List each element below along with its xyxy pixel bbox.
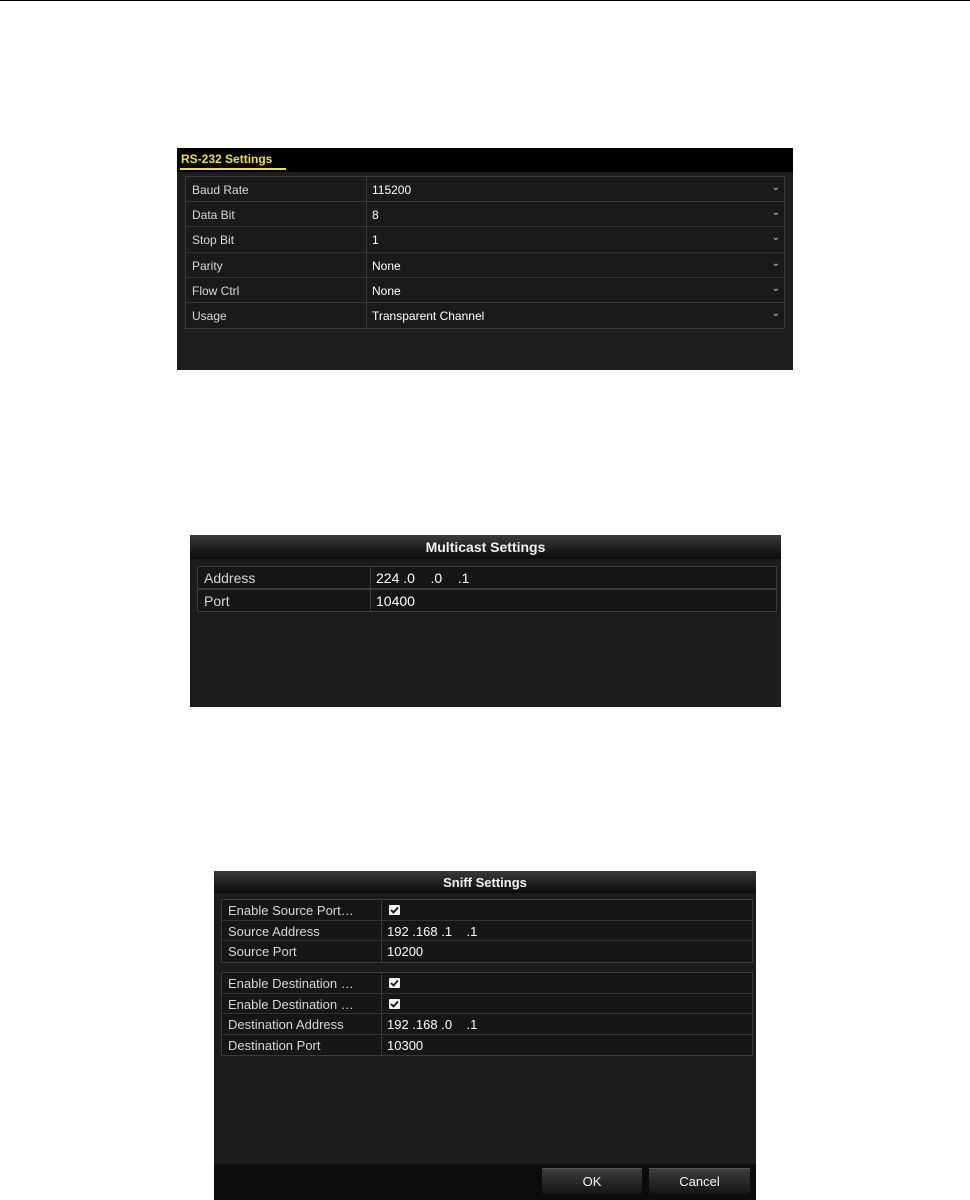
address-label: Address — [204, 570, 256, 586]
enable-destination-label: Enable Destination … — [228, 996, 354, 1012]
sniff-row-enable-destination-2 — [222, 994, 752, 1015]
multicast-title-bar — [190, 535, 781, 559]
enable-destination-checkbox[interactable] — [389, 978, 400, 988]
rs232-settings-panel — [177, 148, 793, 370]
parity-value: None — [372, 258, 401, 273]
rs232-settings-table — [185, 176, 785, 329]
multicast-settings-dialog — [190, 535, 781, 707]
chevron-down-icon: ⌄ — [771, 282, 780, 294]
sniff-row-enable-source-port — [222, 900, 752, 921]
baud-rate-value: 115200 — [372, 183, 412, 197]
chevron-down-icon: ⌄ — [771, 182, 780, 193]
baud-rate-select[interactable] — [366, 177, 784, 201]
port-input[interactable] — [370, 590, 776, 611]
enable-source-port-cell — [381, 900, 752, 920]
cancel-button[interactable]: Cancel — [649, 1168, 750, 1194]
sniff-row-source-port — [222, 941, 752, 962]
source-port-input[interactable] — [381, 941, 752, 962]
multicast-title: Multicast Settings — [425, 539, 546, 555]
destination-port-input[interactable] — [381, 1035, 752, 1056]
sniff-row-destination-port — [222, 1035, 752, 1056]
rs232-row-parity — [186, 253, 784, 278]
source-port-value: 10200 — [387, 944, 424, 960]
rs232-row-data-bit — [186, 202, 784, 227]
checkmark-icon — [390, 979, 399, 987]
enable-destination-cell — [381, 994, 752, 1014]
data-bit-select[interactable] — [366, 202, 784, 226]
rs232-tab-underline — [180, 168, 286, 170]
baud-rate-label: Baud Rate — [192, 183, 249, 197]
multicast-row-port — [197, 589, 777, 612]
source-address-ip-field[interactable] — [381, 921, 752, 941]
sniff-button-bar — [214, 1164, 756, 1200]
port-label: Port — [204, 593, 230, 609]
rs232-row-flow-ctrl — [186, 278, 784, 303]
enable-destination-label: Enable Destination … — [228, 976, 354, 991]
address-ip-field[interactable] — [370, 567, 776, 588]
sniff-title: Sniff Settings — [443, 875, 527, 890]
flow-ctrl-label: Flow Ctrl — [192, 283, 240, 298]
chevron-down-icon: ⌄ — [771, 257, 780, 269]
checkmark-icon — [390, 1000, 399, 1008]
source-address-value: 192 .168 .1 .1 — [387, 923, 478, 939]
sniff-row-enable-destination-1 — [222, 973, 752, 994]
port-value: 10400 — [376, 593, 415, 609]
flow-ctrl-select[interactable] — [366, 278, 784, 302]
usage-select[interactable] — [366, 303, 784, 328]
sniff-row-destination-address — [222, 1014, 752, 1035]
rs232-row-baud-rate — [186, 177, 784, 202]
stop-bit-value: 1 — [372, 233, 379, 248]
address-value: 224 .0 .0 .1 — [376, 570, 470, 586]
sniff-source-group — [221, 899, 753, 963]
rs232-row-usage — [186, 303, 784, 328]
source-port-label: Source Port — [228, 944, 297, 960]
rs232-row-stop-bit — [186, 227, 784, 252]
destination-address-value: 192 .168 .0 .1 — [387, 1017, 478, 1033]
parity-select[interactable] — [366, 253, 784, 277]
chevron-down-icon: ⌄ — [771, 207, 780, 219]
ok-button[interactable]: OK — [542, 1168, 642, 1194]
usage-value: Transparent Channel — [372, 308, 485, 323]
chevron-down-icon: ⌄ — [771, 232, 780, 244]
sniff-settings-dialog — [214, 871, 756, 1200]
destination-address-ip-field[interactable] — [381, 1014, 752, 1034]
enable-source-port-label: Enable Source Port… — [228, 903, 354, 918]
flow-ctrl-value: None — [372, 283, 401, 298]
enable-destination-cell — [381, 973, 752, 993]
data-bit-label: Data Bit — [192, 208, 235, 223]
sniff-destination-group — [221, 972, 753, 1056]
stop-bit-label: Stop Bit — [192, 233, 235, 248]
source-address-label: Source Address — [228, 923, 320, 939]
multicast-row-address — [197, 566, 777, 589]
multicast-settings-table — [197, 566, 777, 612]
page-top-rule — [0, 0, 970, 1]
enable-source-port-checkbox[interactable] — [389, 905, 400, 915]
parity-label: Parity — [192, 258, 223, 273]
destination-port-value: 10300 — [387, 1037, 424, 1053]
data-bit-value: 8 — [372, 208, 379, 223]
sniff-row-source-address — [222, 921, 752, 942]
destination-address-label: Destination Address — [228, 1017, 344, 1033]
checkmark-icon — [390, 906, 399, 914]
destination-port-label: Destination Port — [228, 1037, 321, 1053]
chevron-down-icon: ⌄ — [771, 307, 780, 319]
sniff-title-bar — [214, 871, 756, 893]
stop-bit-select[interactable] — [366, 227, 784, 251]
enable-destination-checkbox[interactable] — [389, 999, 400, 1009]
rs232-tab-title[interactable]: RS-232 Settings — [181, 152, 273, 166]
usage-label: Usage — [192, 308, 227, 323]
rs232-header — [177, 148, 793, 172]
